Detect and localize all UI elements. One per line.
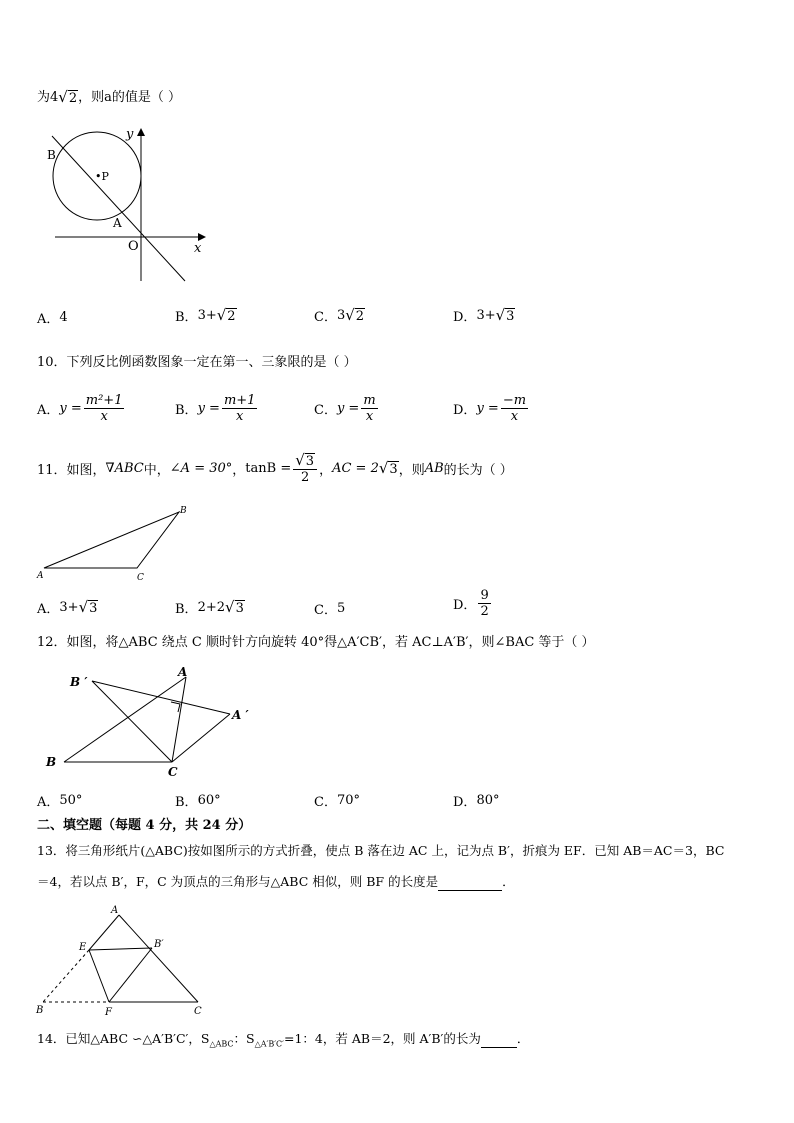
answer-blank[interactable]	[438, 874, 502, 891]
sqrt: √ 2	[58, 88, 78, 106]
q10-option-b: B． y = $\frac{m+1}{x}$	[175, 393, 256, 424]
q9-stem: 为 4 √ 2 ，则a的值是（ ）	[37, 88, 182, 106]
q11-stem: 11．如图， ∇ABC 中， ∠A = 30° ， tanB = √ 3 2 ， AC = 2 √ 3 ，则 AB 的长为（ ）	[37, 451, 513, 485]
q12-stem: 12．如图，将△ABC 绕点 C 顺时针方向旋转 40°得△A′CB′，若 AC⊥A′B′，则∠BAC 等于（ ）	[37, 635, 595, 650]
label-Aprime: A ′	[232, 708, 249, 722]
q11-option-d: D． $\frac{9}{2}$	[453, 588, 489, 619]
q10-stem: 10．下列反比例函数图象一定在第一、三象限的是（ ）	[37, 355, 357, 370]
label-B: B	[180, 506, 187, 516]
label-B: B	[36, 1005, 44, 1016]
q13-line1: 13．将三角形纸片(△ABC)按如图所示的方式折叠，使点 B 落在边 AC 上，记为点 B′，折痕为 EF．已知 AB＝AC＝3，BC	[37, 843, 725, 858]
label-E: E	[79, 942, 87, 953]
label-A: A	[178, 665, 188, 679]
label-B: B	[47, 148, 56, 162]
q9-figure	[40, 124, 220, 286]
q11-figure	[36, 504, 196, 584]
q12-option-b: B． 60°	[175, 793, 221, 810]
q12-option-d: D． 80°	[453, 793, 500, 810]
label-O: O	[128, 239, 139, 254]
label-C: C	[194, 1006, 202, 1017]
label-P: •P	[95, 170, 109, 183]
label-A: A	[111, 905, 119, 916]
q12-option-c: C． 70°	[314, 793, 360, 810]
q14-stem: 14．已知△ABC ∽△A′B′C′，$S_{\triangle ABC}$：$S_{\triangle A'B'C'}=1$：4，若 AB＝2，则 A′B′的长为 ．	[37, 1031, 530, 1049]
label-B: B	[46, 755, 57, 769]
section-heading: 二、填空题（每题 4 分，共 24 分）	[37, 818, 252, 833]
label-A: A	[37, 571, 44, 581]
q9-option-c: C． 3 √ 2	[314, 306, 365, 325]
label-C: C	[168, 765, 178, 779]
q10-option-a: A． y = $\frac{\text{m²+1}}{x}$	[37, 393, 123, 424]
label-Bprime: B′	[154, 939, 164, 950]
q10-option-c: C． y = $\frac{m}{x}$	[314, 393, 376, 424]
label-A: A	[113, 216, 122, 230]
q9-option-d: D． 3+ √ 3	[453, 306, 515, 325]
q12-option-a: A． 50°	[37, 793, 83, 810]
q9-option-a: A． 4	[37, 310, 68, 327]
q11-option-c: C． 5	[314, 601, 346, 618]
label-Bprime: B ′	[70, 675, 88, 689]
q9-option-b: B． 3+ √ 2	[175, 306, 236, 325]
q10-option-d: D． y = $\frac{-m}{x}$	[453, 393, 527, 424]
label-C: C	[137, 573, 144, 583]
q12-figure	[44, 662, 264, 782]
answer-blank[interactable]	[481, 1031, 517, 1048]
label-y: y	[126, 127, 134, 142]
q13-figure	[33, 900, 213, 1020]
q11-option-a: A． 3+ √ 3	[37, 598, 98, 617]
q13-line2: ＝4，若以点 B′，F，C 为顶点的三角形与△ABC 相似，则 BF 的长度是 ．	[37, 874, 515, 889]
label-x: x	[194, 241, 202, 256]
label-F: F	[105, 1007, 112, 1018]
q11-option-b: B． 2+2 √ 3	[175, 598, 244, 617]
